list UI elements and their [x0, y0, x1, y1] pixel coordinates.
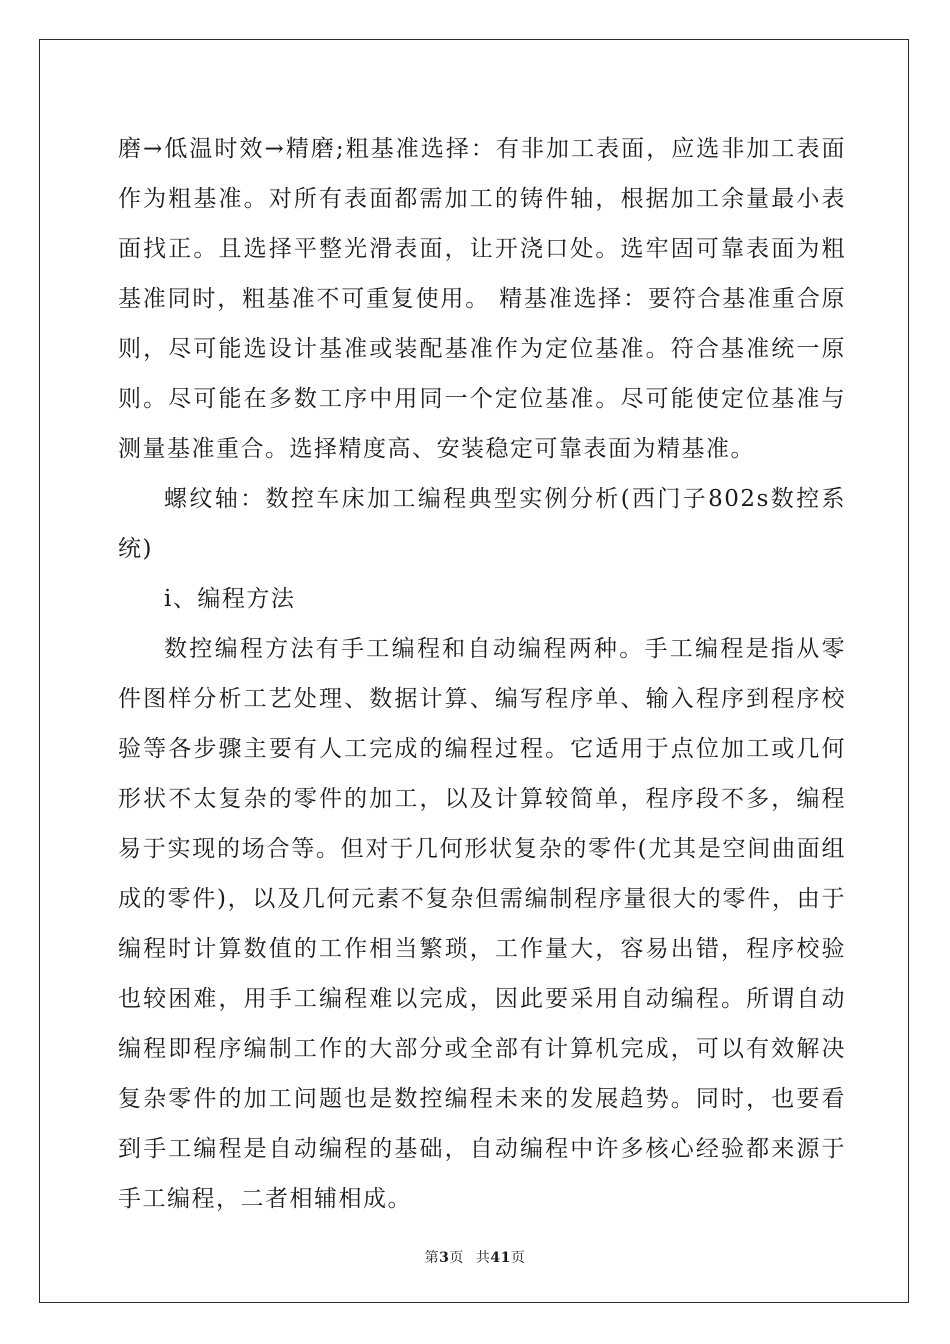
footer-total-prefix: 共	[475, 1250, 491, 1266]
paragraph-1: 磨→低温时效→精磨;粗基准选择：有非加工表面，应选非加工表面作为粗基准。对所有表面都需加工的铸件轴，根据加工余量最小表面找正。且选择平整光滑表面，让开浇口处。选牢固可靠表面为粗基准同时，粗基准不可重复使用。 精基准选择：要符合基准重合原则，尽可能选设计基准或装配基准作为定位基准。符合基准统一原则。尽可能在多数工序中用同一个定位基准。尽可能使定位基准与测量基准重合。选择精度高、安装稳定可靠表面为精基准。	[118, 136, 846, 462]
paragraph-3: 数控编程方法有手工编程和自动编程两种。手工编程是指从零件图样分析工艺处理、数据计算、编写程序单、输入程序到程序校验等各步骤主要有人工完成的编程过程。它适用于点位加工或几何形状不太复杂的零件的加工，以及计算较简单，程序段不多，编程易于实现的场合等。但对于几何形状复杂的零件(尤其是空间曲面组成的零件)，以及几何元素不复杂但需编制程序量很大的零件，由于编程时计算数值的工作相当繁琐，工作量大，容易出错，程序校验也较困难，用手工编程难以完成，因此要采用自动编程。所谓自动编程即程序编制工作的大部分或全部有计算机完成，可以有效解决复杂零件的加工问题也是数控编程未来的发展趋势。同时，也要看到手工编程是自动编程的基础，自动编程中许多核心经验都来源于手工编程，二者相辅相成。	[118, 636, 846, 1212]
page-footer	[0, 1247, 950, 1267]
section-heading: ⅰ、编程方法	[164, 586, 296, 612]
footer-total-suffix: 页	[510, 1250, 526, 1266]
footer-total-pages: 41	[490, 1250, 511, 1266]
footer-page-prefix: 第	[424, 1250, 440, 1266]
footer-page-suffix: 页	[449, 1250, 464, 1266]
footer-page-number: 3	[439, 1250, 450, 1266]
document-body	[118, 124, 846, 1224]
paragraph-2: 螺纹轴：数控车床加工编程典型实例分析(西门子802s数控系统)	[118, 486, 846, 562]
